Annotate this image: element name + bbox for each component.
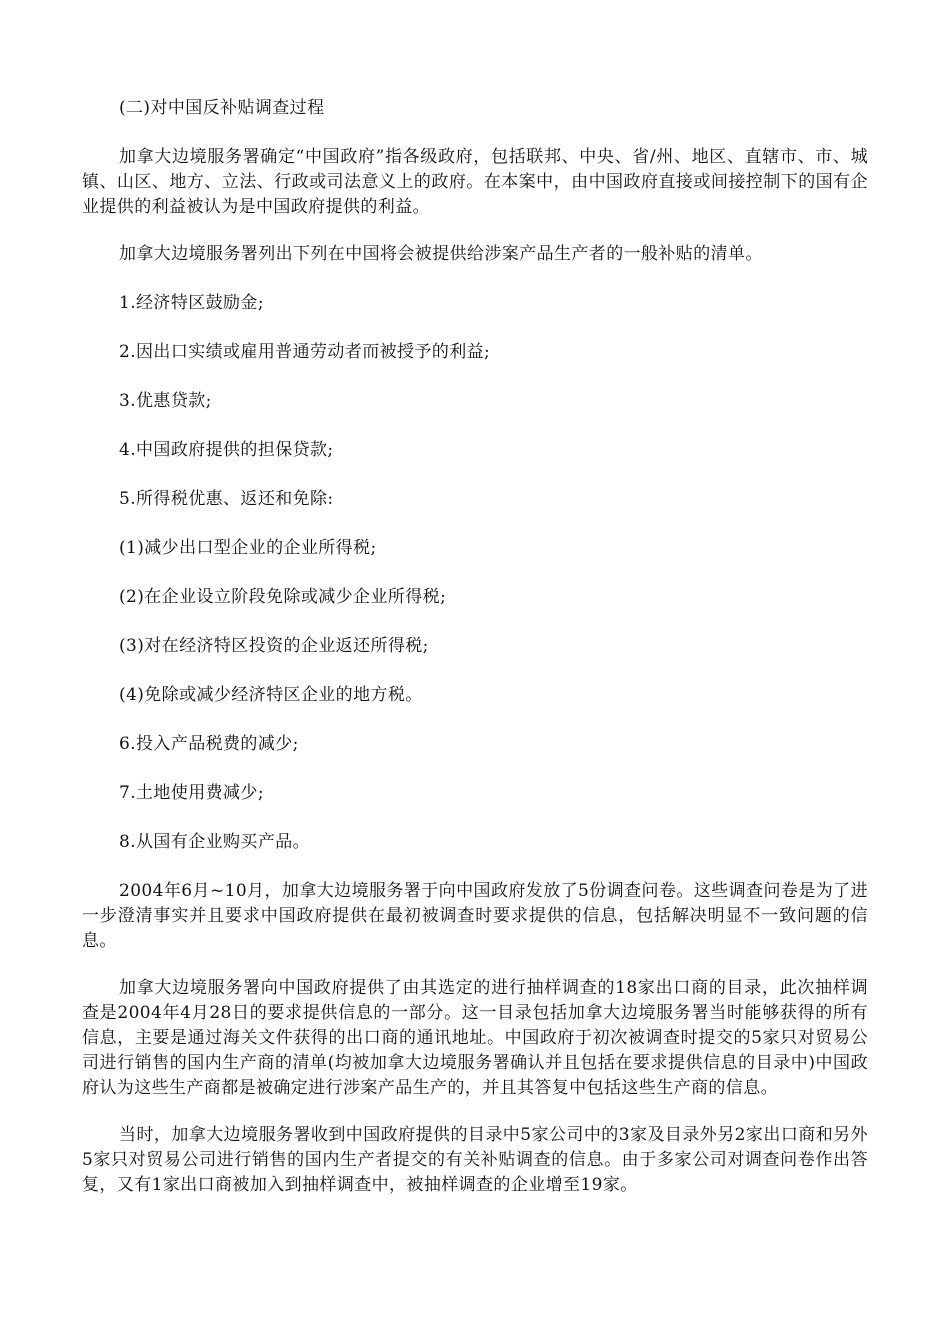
list-item: 2.因出口实绩或雇用普通劳动者而被授予的利益; xyxy=(119,342,491,362)
list-item: 4.中国政府提供的担保贷款; xyxy=(119,440,334,460)
list-item: 7.土地使用费减少; xyxy=(119,783,264,803)
list-item: (1)减少出口型企业的企业所得税; xyxy=(119,538,377,558)
list-item: 5.所得税优惠、返还和免除: xyxy=(119,489,334,509)
section-heading: (二)对中国反补贴调查过程 xyxy=(119,98,325,118)
list-item: 1.经济特区鼓励金; xyxy=(119,293,264,313)
list-item: 8.从国有企业购买产品。 xyxy=(119,832,311,852)
paragraph-questionnaires: 2004年6月~10月，加拿大边境服务署于向中国政府发放了5份调查问卷。这些调查问卷是为了进一步澄清事实并且要求中国政府提供在最初被调查时要求提供的信息，包括解决明显不一致问题的信息。 xyxy=(82,881,868,951)
paragraph-subsidy-list-intro: 加拿大边境服务署列出下列在中国将会被提供给涉案产品生产者的一般补贴的清单。 xyxy=(119,244,763,264)
list-item: 3.优惠贷款; xyxy=(119,391,212,411)
list-item: (4)免除或减少经济特区企业的地方税。 xyxy=(119,685,423,705)
list-item: (2)在企业设立阶段免除或减少企业所得税; xyxy=(119,587,447,607)
paragraph-responses: 当时，加拿大边境服务署收到中国政府提供的目录中5家公司中的3家及目录外另2家出口商和另外5家只对贸易公司进行销售的国内生产者提交的有关补贴调查的信息。由于多家公司对调查问卷作出答复，又有1家出口商被加入到抽样调查中，被抽样调查的企业增至19家。 xyxy=(82,1125,868,1195)
document-page xyxy=(82,96,868,1220)
paragraph-government-definition: 加拿大边境服务署确定“中国政府”指各级政府，包括联邦、中央、省/州、地区、直辖市、市、城镇、山区、地方、立法、行政或司法意义上的政府。在本案中，由中国政府直接或间接控制下的国有企业提供的利益被认为是中国政府提供的利益。 xyxy=(82,147,868,217)
paragraph-sampling-list: 加拿大边境服务署向中国政府提供了由其选定的进行抽样调查的18家出口商的目录，此次抽样调查是2004年4月28日的要求提供信息的一部分。这一目录包括加拿大边境服务署当时能够获得的所有信息，主要是通过海关文件获得的出口商的通讯地址。中国政府于初次被调查时提交的5家只对贸易公司进行销售的国内生产商的清单(均被加拿大边境服务署确认并且包括在要求提供信息的目录中)中国政府认为这些生产商都是被确定进行涉案产品生产的，并且其答复中包括这些生产商的信息。 xyxy=(82,978,868,1098)
list-item: (3)对在经济特区投资的企业返还所得税; xyxy=(119,636,429,656)
list-item: 6.投入产品税费的减少; xyxy=(119,734,299,754)
